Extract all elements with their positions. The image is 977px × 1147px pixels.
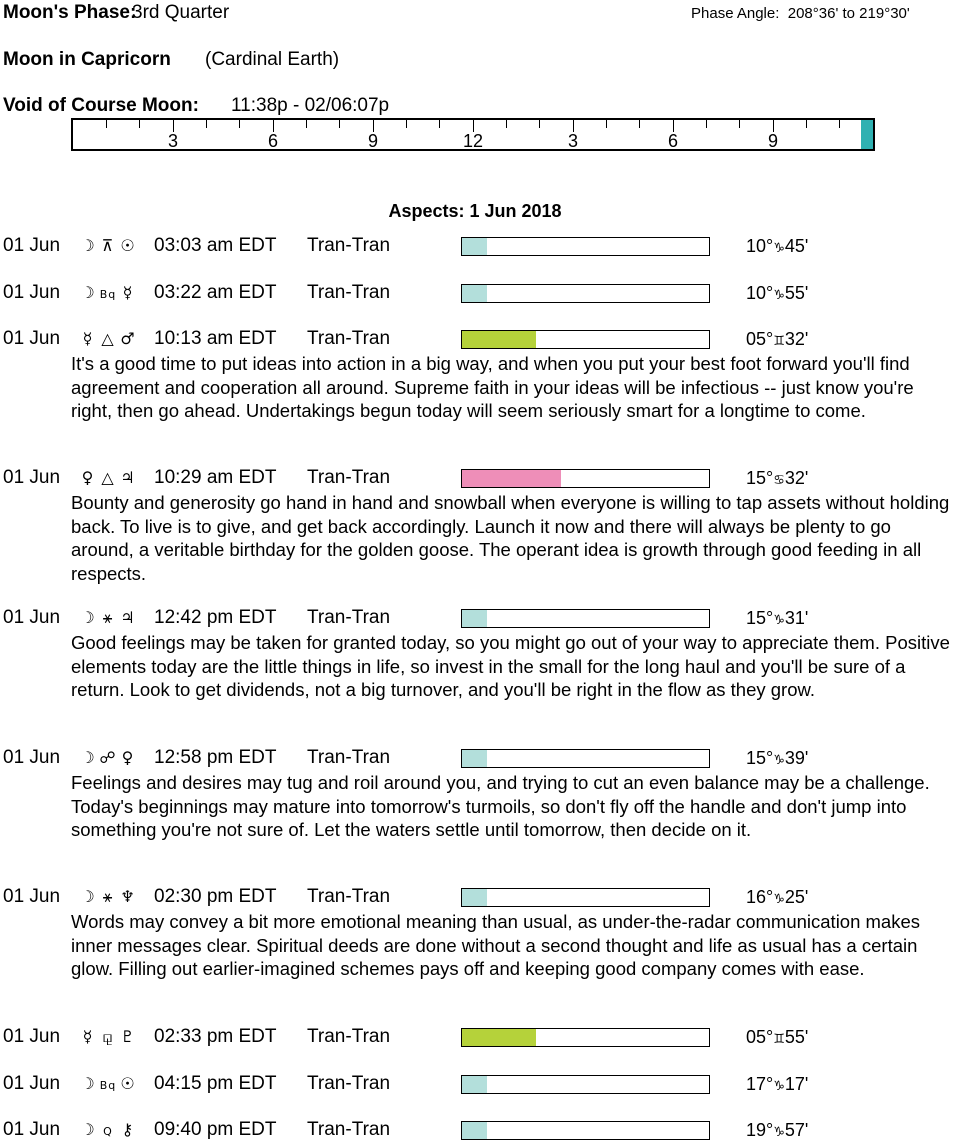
planet-2-icon: ♀ bbox=[121, 748, 135, 767]
zodiac-sign-icon: ♑ bbox=[773, 241, 785, 256]
planet-1-icon: ☿ bbox=[82, 1027, 94, 1046]
zodiac-sign-icon: ♑ bbox=[773, 288, 785, 303]
position-minutes: 55' bbox=[784, 1027, 809, 1047]
aspect-glyphs bbox=[78, 607, 138, 629]
ruler-tick bbox=[206, 120, 207, 128]
planet-1-icon: ♀ bbox=[81, 468, 95, 487]
position-degree: 16° bbox=[746, 887, 774, 907]
moon-sign-detail: (Cardinal Earth) bbox=[205, 49, 340, 70]
position-degree: 15° bbox=[746, 468, 774, 488]
position-minutes: 31' bbox=[784, 608, 809, 628]
ruler-tick bbox=[506, 120, 507, 128]
position-degree: 19° bbox=[746, 1120, 774, 1140]
aspect-description: Good feelings may be taken for granted today, so you might go out of your way to appreciate them. Positive elements today are the little things in life, so invest in the small for the long haul and you'll be sure of a return. Look to get dividends, not a big turnover, and you'll be right in the flow as they grow. bbox=[71, 632, 950, 700]
ruler-hour-label: 9 bbox=[367, 131, 379, 151]
aspect-time: 03:03 am EDT bbox=[154, 235, 277, 256]
moon-sign-label: Moon in Capricorn bbox=[3, 49, 171, 70]
position-minutes: 45' bbox=[784, 236, 809, 256]
aspect-date: 01 Jun bbox=[3, 1073, 61, 1094]
aspect-time: 12:42 pm EDT bbox=[154, 607, 277, 628]
aspect-strength-bar bbox=[461, 609, 710, 628]
ruler-hour-label: 9 bbox=[767, 131, 779, 151]
aspect-type: Tran-Tran bbox=[307, 607, 391, 628]
planet-2-icon: ☉ bbox=[120, 236, 136, 255]
aspect-date: 01 Jun bbox=[3, 747, 61, 768]
ruler-hour-label: 12 bbox=[462, 131, 484, 151]
position-degree: 10° bbox=[746, 236, 774, 256]
ruler-tick bbox=[306, 120, 307, 128]
phase-angle-label: Phase Angle: bbox=[691, 5, 780, 22]
planet-2-icon: ♂ bbox=[120, 329, 136, 348]
moon-phase-label: Moon's Phase: bbox=[3, 2, 137, 23]
planet-2-icon: ♇ bbox=[120, 1027, 136, 1046]
planet-2-icon: ♆ bbox=[120, 887, 136, 906]
aspect-position bbox=[746, 328, 808, 353]
aspect-position bbox=[746, 282, 808, 307]
position-minutes: 32' bbox=[784, 468, 809, 488]
position-minutes: 32' bbox=[784, 329, 809, 349]
aspect-symbol-icon: ⚼ bbox=[101, 1027, 115, 1046]
aspect-symbol-icon: ⚹ bbox=[102, 887, 114, 906]
aspect-type: Tran-Tran bbox=[307, 235, 391, 256]
ruler-tick bbox=[839, 120, 840, 128]
aspect-date: 01 Jun bbox=[3, 328, 61, 349]
aspect-date: 01 Jun bbox=[3, 282, 61, 303]
aspect-strength-fill bbox=[462, 610, 487, 627]
ruler-hour-label: 3 bbox=[567, 131, 579, 151]
ruler-tick bbox=[139, 120, 140, 128]
voc-timeline-ruler bbox=[71, 118, 875, 151]
aspect-date: 01 Jun bbox=[3, 467, 61, 488]
aspect-glyphs bbox=[78, 235, 138, 257]
ruler-hour-label: 6 bbox=[267, 131, 279, 151]
aspect-description: Words may convey a bit more emotional meaning than usual, as under-the-radar communication makes inner messages clear. Spiritual deeds are done without a second thought and life as usual has a certain glow. Filling out earlier-imagined schemes pays off and keeping good company comes with ease. bbox=[71, 911, 921, 979]
planet-2-icon: ☉ bbox=[120, 1074, 136, 1093]
aspect-type: Tran-Tran bbox=[307, 467, 391, 488]
aspect-glyphs bbox=[78, 1073, 138, 1097]
position-minutes: 57' bbox=[784, 1120, 809, 1140]
aspect-strength-fill bbox=[462, 285, 487, 302]
ruler-tick bbox=[106, 120, 107, 128]
aspect-glyphs bbox=[78, 328, 138, 350]
position-minutes: 39' bbox=[784, 748, 809, 768]
aspect-symbol-icon: ☍ bbox=[99, 748, 117, 767]
aspect-glyphs bbox=[78, 747, 138, 769]
planet-2-icon: ♃ bbox=[120, 468, 136, 487]
aspect-time: 02:30 pm EDT bbox=[154, 886, 277, 907]
voc-value: 11:38p - 02/06:07p bbox=[231, 95, 390, 116]
voc-label: Void of Course Moon: bbox=[3, 95, 199, 116]
ruler-tick bbox=[539, 120, 540, 128]
aspect-glyphs bbox=[78, 1119, 138, 1143]
planet-1-icon: ☽ bbox=[80, 283, 96, 302]
position-degree: 05° bbox=[746, 329, 774, 349]
aspect-strength-bar bbox=[461, 1028, 710, 1047]
moon-phase-value: 3rd Quarter bbox=[132, 2, 230, 23]
aspect-time: 03:22 am EDT bbox=[154, 282, 277, 303]
ruler-hour-label: 3 bbox=[167, 131, 179, 151]
aspect-type: Tran-Tran bbox=[307, 1119, 391, 1140]
zodiac-sign-icon: ♑ bbox=[773, 613, 785, 628]
ruler-tick bbox=[739, 120, 740, 128]
aspect-time: 09:40 pm EDT bbox=[154, 1119, 277, 1140]
aspect-position bbox=[746, 607, 808, 632]
aspect-symbol-icon: Bq bbox=[99, 1079, 117, 1092]
aspect-strength-bar bbox=[461, 1075, 710, 1094]
aspect-symbol-icon: ⚹ bbox=[102, 608, 114, 627]
position-degree: 05° bbox=[746, 1027, 774, 1047]
aspect-time: 10:29 am EDT bbox=[154, 467, 277, 488]
ruler-tick bbox=[639, 120, 640, 128]
planet-1-icon: ☿ bbox=[82, 329, 94, 348]
ruler-tick bbox=[806, 120, 807, 128]
aspect-glyphs bbox=[78, 467, 138, 489]
aspect-description: Feelings and desires may tug and roil around you, and trying to cut an even balance may be a challenge. Today's beginnings may mature into tomorrow's turmoils, so don't fly off the handle and don't jump into something you're not sure of. Let the waters settle until tomorrow, then decide on it. bbox=[71, 772, 930, 840]
position-degree: 15° bbox=[746, 748, 774, 768]
aspect-symbol-icon: Q bbox=[103, 1125, 113, 1138]
ruler-tick bbox=[439, 120, 440, 128]
aspect-time: 10:13 am EDT bbox=[154, 328, 277, 349]
position-degree: 10° bbox=[746, 283, 774, 303]
aspect-time: 12:58 pm EDT bbox=[154, 747, 277, 768]
aspect-glyphs bbox=[78, 886, 138, 908]
ruler-tick bbox=[339, 120, 340, 128]
aspect-date: 01 Jun bbox=[3, 886, 61, 907]
position-degree: 17° bbox=[746, 1074, 774, 1094]
planet-1-icon: ☽ bbox=[80, 236, 96, 255]
aspect-date: 01 Jun bbox=[3, 1026, 61, 1047]
zodiac-sign-icon: ♑ bbox=[773, 892, 785, 907]
planet-1-icon: ☽ bbox=[80, 1120, 96, 1139]
aspect-strength-fill bbox=[462, 331, 536, 348]
position-minutes: 55' bbox=[784, 283, 809, 303]
aspect-time: 04:15 pm EDT bbox=[154, 1073, 277, 1094]
aspect-time: 02:33 pm EDT bbox=[154, 1026, 277, 1047]
aspect-position bbox=[746, 467, 808, 492]
zodiac-sign-icon: ♋ bbox=[773, 473, 785, 488]
position-degree: 15° bbox=[746, 608, 774, 628]
ruler-tick bbox=[706, 120, 707, 128]
aspect-date: 01 Jun bbox=[3, 1119, 61, 1140]
ruler-tick bbox=[606, 120, 607, 128]
planet-2-icon: ♃ bbox=[120, 608, 136, 627]
planet-1-icon: ☽ bbox=[80, 748, 96, 767]
aspect-strength-bar bbox=[461, 469, 710, 488]
aspect-glyphs bbox=[78, 282, 138, 306]
aspect-position bbox=[746, 747, 808, 772]
planet-1-icon: ☽ bbox=[80, 1074, 96, 1093]
aspect-strength-bar bbox=[461, 888, 710, 907]
zodiac-sign-icon: ♑ bbox=[773, 1125, 785, 1140]
aspect-symbol-icon: △ bbox=[101, 329, 115, 348]
aspect-type: Tran-Tran bbox=[307, 282, 391, 303]
planet-1-icon: ☽ bbox=[80, 608, 96, 627]
zodiac-sign-icon: ♊ bbox=[773, 334, 785, 349]
aspect-position bbox=[746, 1026, 808, 1051]
aspect-strength-bar bbox=[461, 330, 710, 349]
aspect-date: 01 Jun bbox=[3, 607, 61, 628]
voc-period-fill bbox=[861, 120, 873, 149]
aspect-strength-fill bbox=[462, 1076, 487, 1093]
aspect-strength-fill bbox=[462, 1122, 487, 1139]
phase-angle bbox=[691, 3, 910, 25]
planet-2-icon: ⚷ bbox=[121, 1120, 135, 1139]
aspect-description: It's a good time to put ideas into action in a big way, and when you put your best foot forward you'll find agreement and cooperation all around. Supreme faith in your ideas will be infectious -- just know you're right, then go ahead. Undertakings begun today will seem seriously smart for a longtime to come. bbox=[71, 353, 914, 421]
ruler-tick bbox=[406, 120, 407, 128]
aspect-type: Tran-Tran bbox=[307, 328, 391, 349]
aspect-strength-fill bbox=[462, 889, 487, 906]
phase-angle-value: 208°36' to 219°30' bbox=[787, 5, 910, 22]
aspect-position bbox=[746, 235, 808, 260]
aspect-strength-bar bbox=[461, 749, 710, 768]
aspect-type: Tran-Tran bbox=[307, 1026, 391, 1047]
aspect-symbol-icon: Bq bbox=[99, 288, 117, 301]
aspect-symbol-icon: ⊼ bbox=[101, 236, 115, 255]
aspect-strength-bar bbox=[461, 1121, 710, 1140]
zodiac-sign-icon: ♊ bbox=[773, 1032, 785, 1047]
aspect-position bbox=[746, 1119, 808, 1144]
ruler-hour-label: 6 bbox=[667, 131, 679, 151]
aspect-strength-fill bbox=[462, 1029, 536, 1046]
aspect-symbol-icon: △ bbox=[101, 468, 115, 487]
aspect-strength-bar bbox=[461, 284, 710, 303]
position-minutes: 17' bbox=[784, 1074, 809, 1094]
aspect-type: Tran-Tran bbox=[307, 1073, 391, 1094]
position-minutes: 25' bbox=[784, 887, 809, 907]
aspect-type: Tran-Tran bbox=[307, 747, 391, 768]
aspect-strength-fill bbox=[462, 238, 487, 255]
planet-1-icon: ☽ bbox=[80, 887, 96, 906]
aspect-position bbox=[746, 1073, 808, 1098]
aspect-strength-fill bbox=[462, 470, 561, 487]
aspect-date: 01 Jun bbox=[3, 235, 61, 256]
aspects-title: Aspects: 1 Jun 2018 bbox=[388, 201, 562, 221]
zodiac-sign-icon: ♑ bbox=[773, 753, 785, 768]
aspect-glyphs bbox=[78, 1026, 138, 1048]
planet-2-icon: ☿ bbox=[122, 283, 134, 302]
ruler-tick bbox=[239, 120, 240, 128]
aspect-strength-bar bbox=[461, 237, 710, 256]
zodiac-sign-icon: ♑ bbox=[773, 1079, 785, 1094]
aspect-type: Tran-Tran bbox=[307, 886, 391, 907]
aspect-description: Bounty and generosity go hand in hand and snowball when everyone is willing to tap assets without holding back. To live is to give, and get back accordingly. Launch it now and there will always be plenty to go around, a veritable birthday for the golden goose. The operant idea is growth through good feeding in all respects. bbox=[71, 492, 950, 584]
aspect-position bbox=[746, 886, 808, 911]
aspect-strength-fill bbox=[462, 750, 487, 767]
